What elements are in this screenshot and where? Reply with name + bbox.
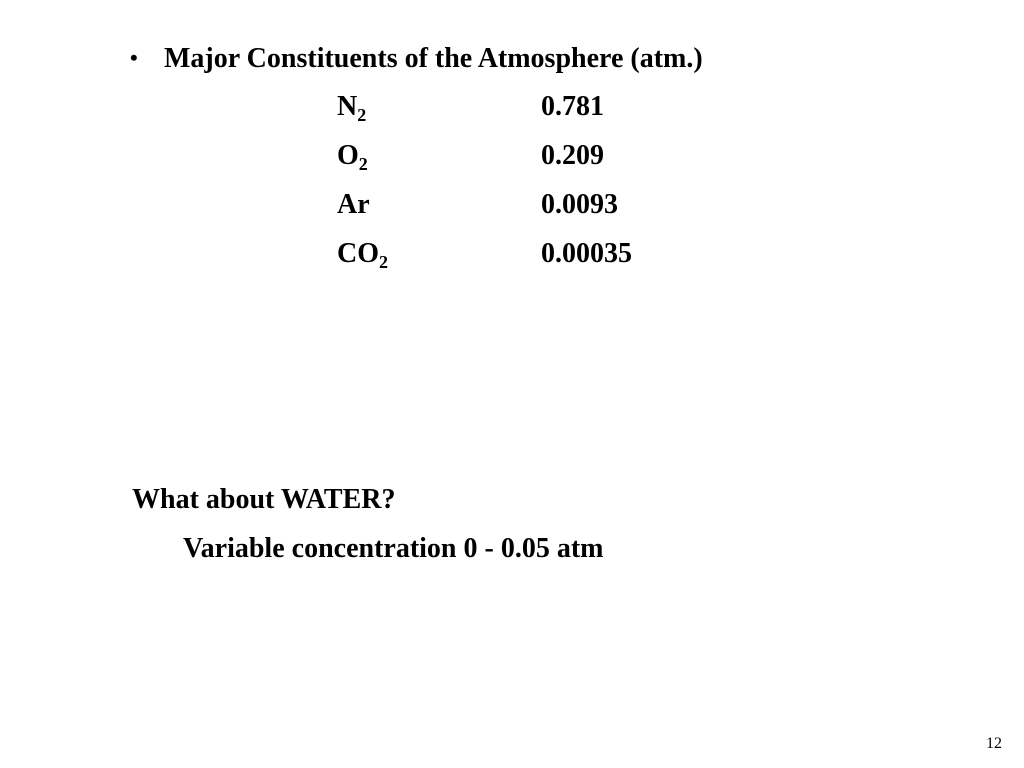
formula: $O_2$ [337, 140, 368, 174]
concentration-value: 0.209 [541, 140, 604, 171]
constituent-row [0, 234, 1024, 274]
concentration-value: 0.0093 [541, 189, 618, 220]
formula: $N_2$ [337, 91, 367, 125]
formula: Ar [337, 189, 370, 220]
heading-text: Major Constituents of the Atmosphere (atm.) [164, 43, 703, 74]
bullet-heading [130, 38, 703, 79]
constituent-row [0, 185, 1024, 225]
water-answer: Variable concentration 0 - 0.05 atm [183, 533, 604, 564]
concentration-value: 0.781 [541, 91, 604, 122]
constituent-row [0, 87, 1024, 127]
water-question: What about WATER? [132, 484, 396, 515]
formula: $CO_2$ [337, 238, 388, 272]
constituent-row [0, 136, 1024, 176]
bullet-icon: • [130, 45, 138, 70]
concentration-value: 0.00035 [541, 238, 632, 269]
page-number: 12 [986, 735, 1002, 752]
